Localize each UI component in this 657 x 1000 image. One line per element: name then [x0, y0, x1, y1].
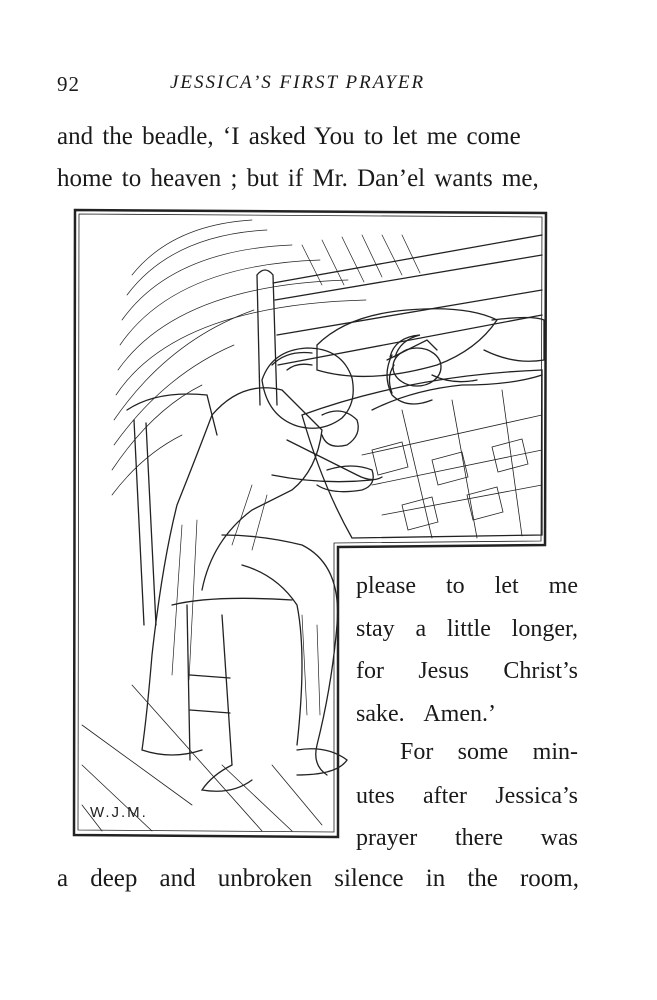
- side-text-line: for Jesus Christ’s: [356, 658, 578, 684]
- running-title: JESSICA’S FIRST PRAYER: [170, 72, 426, 93]
- side-text-line: For some min-: [400, 739, 578, 765]
- chair: [127, 394, 292, 765]
- sleeping-child: [372, 335, 542, 410]
- illustration-signature: W.J.M.: [90, 804, 148, 821]
- side-text-line: utes after Jessica’s: [356, 783, 578, 809]
- side-text-line: sake. Amen.’: [356, 701, 496, 727]
- text-line: home to heaven ; but if Mr. Dan’el wants me,: [57, 165, 539, 192]
- text-line: and the beadle, ‘I asked You to let me come: [57, 123, 521, 150]
- praying-man: [142, 348, 382, 791]
- bed-cover: [302, 370, 542, 538]
- wall-hatching: [112, 220, 420, 495]
- pillow: [317, 309, 497, 377]
- side-text-line: please to let me: [356, 573, 578, 599]
- text-line: a deep and unbroken silence in the room,: [57, 865, 579, 892]
- page-number: 92: [57, 72, 80, 96]
- side-text-line: prayer there was: [356, 825, 578, 851]
- side-text-line: stay a little longer,: [356, 616, 578, 642]
